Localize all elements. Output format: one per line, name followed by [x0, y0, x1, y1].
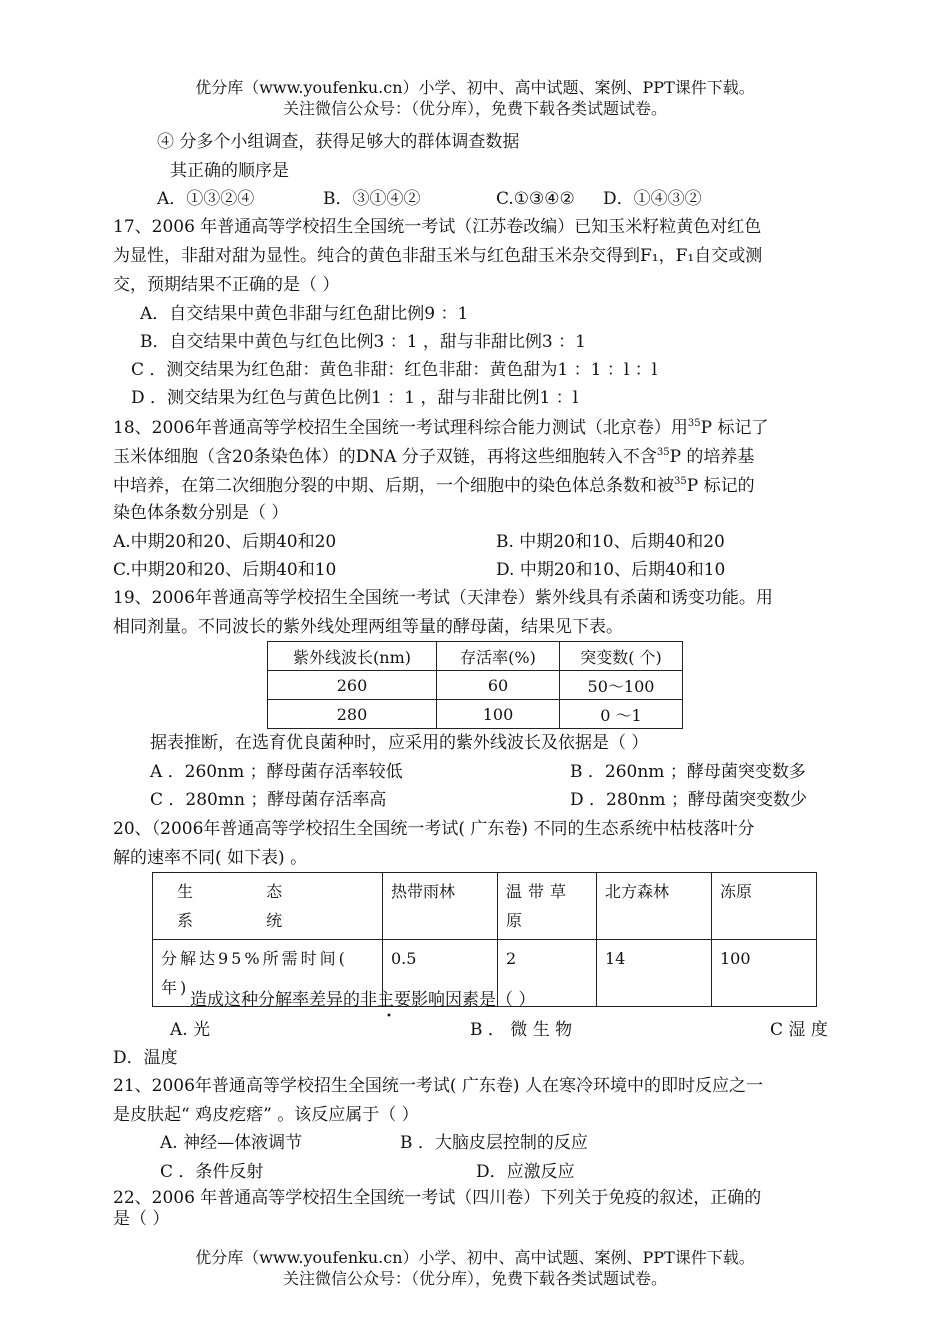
- q17-option-a: A．自交结果中黄色非甜与红色甜比例9 ：1: [140, 304, 469, 324]
- q16-option-c: C.①③④②: [496, 189, 575, 209]
- q18-option-a: A.中期20和20、后期40和20: [113, 532, 337, 552]
- q17-option-d: D ．测交结果为红色与黄色比例1 ：1 ，甜与非甜比例1 ：l: [131, 388, 579, 408]
- q21-line-1: 21、2006年普通高等学校招生全国统一考试( 广东卷) 人在寒冷环境中的即时反应之一: [113, 1076, 763, 1096]
- q18-mass-number: 35: [674, 476, 687, 487]
- ecosystem-decomposition-table: [152, 872, 817, 1010]
- q18-option-c: C.中期20和20、后期40和10: [113, 560, 337, 580]
- q19-prompt: 据表推断，在选育优良菌种时，应采用的紫外线波长及依据是（ ）: [150, 733, 649, 753]
- q16-option-d: D．①④③②: [603, 189, 702, 209]
- q16-prompt: 其正确的顺序是: [170, 161, 289, 181]
- table-header-cell: 冻原: [712, 873, 817, 940]
- q19-option-b: B ．260nm ；酵母菌突变数多: [570, 762, 806, 782]
- q19-option-a: A ．260nm ；酵母菌存活率较低: [150, 762, 403, 782]
- table-header-cell: 存活率(%): [437, 642, 560, 671]
- table-header-row: [153, 873, 817, 940]
- table-header-cell: 温带草原: [498, 873, 597, 940]
- table-header-row: [268, 642, 683, 671]
- q18-line-1-tail: P 标记了: [700, 418, 769, 438]
- q18-line-3-text: 中培养，在第二次细胞分裂的中期、后期，一个细胞中的染色体总条数和被: [113, 476, 674, 496]
- q17-line-3: 交，预期结果不正确的是（ ）: [113, 275, 340, 295]
- table-cell: 50～100: [560, 671, 683, 700]
- uv-mutation-table: [267, 641, 683, 729]
- header-line-1: 优分库（www.youfenku.cn）小学、初中、高中试题、案例、PPT课件下载。: [195, 78, 755, 97]
- q18-mass-number: 35: [656, 447, 670, 458]
- q16-option-b: B．③①④②: [323, 189, 421, 209]
- table-cell: 0.5: [383, 940, 498, 1007]
- table-header-cell: 热带雨林: [383, 873, 498, 940]
- q18-option-d: D. 中期20和10、后期40和10: [496, 560, 726, 580]
- table-cell: 0 ～1: [560, 700, 683, 729]
- q21-option-a: A. 神经—体液调节: [160, 1133, 303, 1153]
- q16-option-a: A．①③②④: [157, 189, 255, 209]
- table-cell: 2: [498, 940, 597, 1007]
- q16-item-4: ④ 分多个小组调查，获得足够大的群体调查数据: [157, 132, 520, 152]
- q20-line-2: 解的速率不同( 如下表) 。: [113, 848, 308, 868]
- q18-mass-number: 35: [687, 418, 701, 429]
- q19-option-d: D ．280nm ；酵母菌突变数少: [570, 790, 807, 810]
- table-cell: 14: [597, 940, 712, 1007]
- table-cell: 60: [437, 671, 560, 700]
- q18-line-2: [113, 448, 754, 466]
- footer-line-1: 优分库（www.youfenku.cn）小学、初中、高中试题、案例、PPT课件下载。: [195, 1248, 755, 1267]
- q21-option-c: C ．条件反射: [160, 1162, 264, 1182]
- q18-line-1-text: 18、2006年普通高等学校招生全国统一考试理科综合能力测试（北京卷）用: [113, 418, 688, 438]
- q20-option-b: B ． 微 生 物: [470, 1020, 573, 1040]
- q17-line-2: 为显性，非甜对甜为显性。纯合的黄色非甜玉米与红色甜玉米杂交得到F₁，F₁自交或测: [113, 246, 763, 266]
- q20-option-c: C 湿 度: [770, 1020, 828, 1040]
- q20-option-a: A. 光: [170, 1020, 211, 1040]
- q18-option-b: B. 中期20和10、后期40和20: [496, 532, 725, 552]
- footer-line-2: 关注微信公众号：（优分库），免费下载各类试题试卷。: [282, 1269, 667, 1288]
- q18-line-2-tail: P 的培养基: [669, 447, 755, 467]
- q18-line-2-text: 玉米体细胞（含20条染色体）的DNA 分子双链，再将这些细胞转入不含: [113, 447, 657, 467]
- q17-option-c: C ．测交结果为红色甜：黄色非甜：红色非甜：黄色甜为1 ：1 ：l ：l: [131, 360, 658, 380]
- q18-line-3: [113, 477, 755, 495]
- q21-option-b: B ．大脑皮层控制的反应: [400, 1133, 588, 1153]
- q18-line-4: 染色体条数分别是（ ）: [113, 503, 289, 523]
- q21-option-d: D．应激反应: [476, 1162, 575, 1182]
- q20-line-1: 20、（2006年普通高等学校招生全国统一考试( 广东卷) 不同的生态系统中枯枝落叶分: [113, 819, 755, 839]
- table-header-cell: [153, 873, 383, 940]
- q22-line-1: 22、2006 年普通高等学校招生全国统一考试（四川卷）下列关于免疫的叙述，正确的: [113, 1188, 762, 1208]
- header-line-2: 关注微信公众号：（优分库），免费下载各类试题试卷。: [282, 99, 667, 118]
- q18-line-1: [113, 419, 768, 437]
- table-cell: 280: [268, 700, 437, 729]
- table-header-cell: 北方森林: [597, 873, 712, 940]
- table-header-cell: 突变数( 个): [560, 642, 683, 671]
- table-row: [268, 671, 683, 700]
- q18-line-3-tail: P 标记的: [686, 476, 755, 496]
- q22-line-2: 是（ ）: [113, 1209, 170, 1229]
- table-cell: 100: [712, 940, 817, 1007]
- q17-option-b: B．自交结果中黄色与红色比例3 ：1 ，甜与非甜比例3 ：1: [140, 332, 586, 352]
- q21-line-2: 是皮肤起“ 鸡皮疙瘩” 。该反应属于（ ）: [113, 1105, 419, 1125]
- q17-line-1: 17、2006 年普通高等学校招生全国统一考试（江苏卷改编）已知玉米籽粒黄色对红色: [113, 217, 762, 237]
- q19-line-1: 19、2006年普通高等学校招生全国统一考试（天津卷）紫外线具有杀菌和诱变功能。用: [113, 588, 773, 608]
- q19-line-2: 相同剂量。不同波长的紫外线处理两组等量的酵母菌，结果见下表。: [113, 617, 623, 637]
- table-cell: 100: [437, 700, 560, 729]
- ecosystem-label: 生 态 系 统: [177, 882, 317, 930]
- emphasis-dot: •: [386, 1011, 392, 1022]
- table-header-cell: 紫外线波长(nm): [268, 642, 437, 671]
- table-cell: 260: [268, 671, 437, 700]
- q20-option-d: D．温度: [113, 1048, 178, 1068]
- q20-prompt: 造成这种分解率差异的非主要影响因素是（ ）: [190, 990, 536, 1010]
- table-row: [268, 700, 683, 729]
- decomposition-time-label: 分解达95%所需时间( 年): [161, 949, 348, 997]
- q19-option-c: C ．280mn ；酵母菌存活率高: [150, 790, 387, 810]
